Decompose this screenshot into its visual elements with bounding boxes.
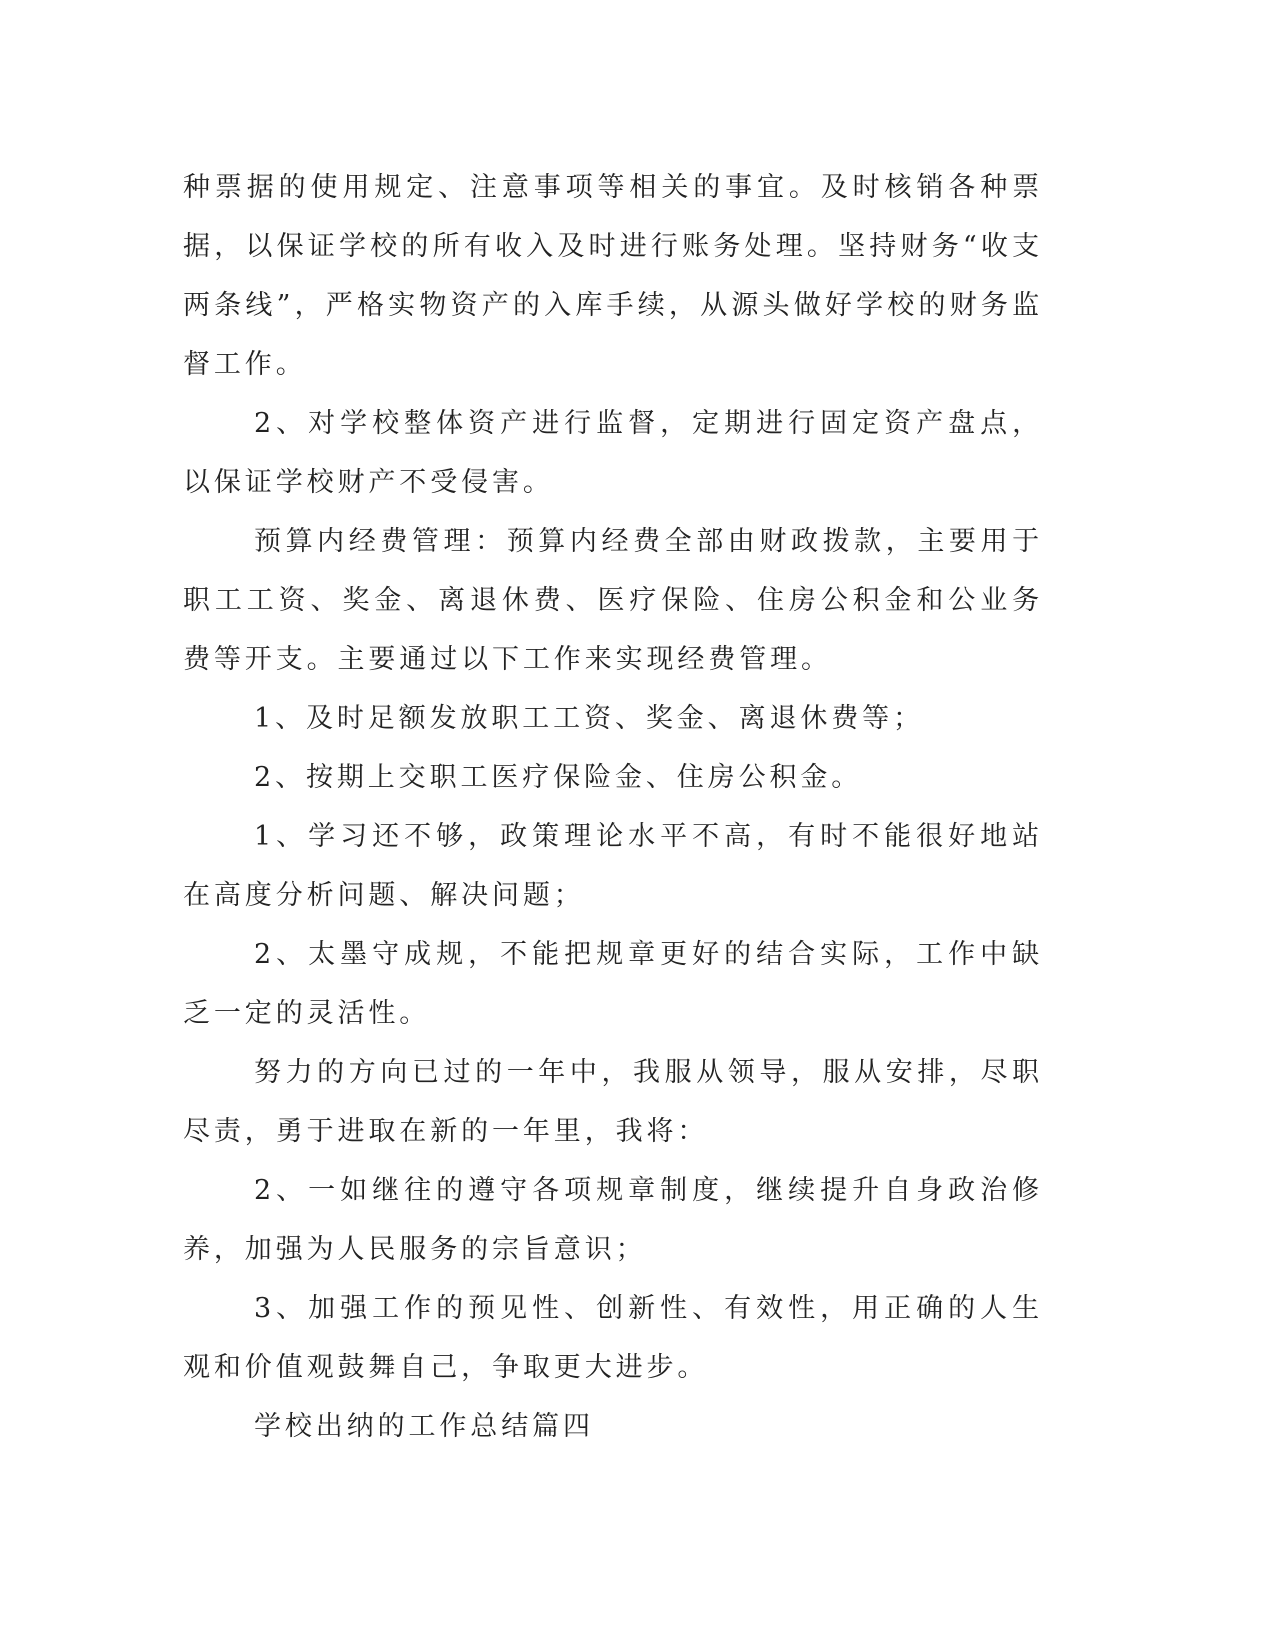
paragraph: 3、加强工作的预见性、创新性、有效性，用正确的人生观和价值观鼓舞自己，争取更大进步。 [183, 1293, 1043, 1383]
paragraph: 2、按期上交职工医疗保险金、住房公积金。 [254, 762, 863, 793]
paragraph: 2、太墨守成规，不能把规章更好的结合实际，工作中缺乏一定的灵活性。 [183, 939, 1043, 1029]
paragraph: 努力的方向已过的一年中，我服从领导，服从安排，尽职尽责，勇于进取在新的一年里，我将： [183, 1057, 1043, 1147]
paragraph: 2、一如继往的遵守各项规章制度，继续提升自身政治修养，加强为人民服务的宗旨意识； [183, 1175, 1043, 1265]
paragraph: 预算内经费管理：预算内经费全部由财政拨款，主要用于职工工资、奖金、离退休费、医疗保险、住房公积金和公业务费等开支。主要通过以下工作来实现经费管理。 [183, 526, 1043, 675]
paragraph: 2、对学校整体资产进行监督，定期进行固定资产盘点，以保证学校财产不受侵害。 [183, 408, 1043, 498]
paragraph: 种票据的使用规定、注意事项等相关的事宜。及时核销各种票据，以保证学校的所有收入及时进行账务处理。坚持财务“收支两条线”，严格实物资产的入库手续，从源头做好学校的财务监督工作。 [183, 172, 1043, 380]
paragraph: 1、学习还不够，政策理论水平不高，有时不能很好地站在高度分析问题、解决问题； [183, 821, 1043, 911]
section-heading: 学校出纳的工作总结篇四 [254, 1411, 594, 1442]
document-body [183, 158, 1043, 1456]
paragraph: 1、及时足额发放职工工资、奖金、离退休费等； [254, 703, 924, 734]
